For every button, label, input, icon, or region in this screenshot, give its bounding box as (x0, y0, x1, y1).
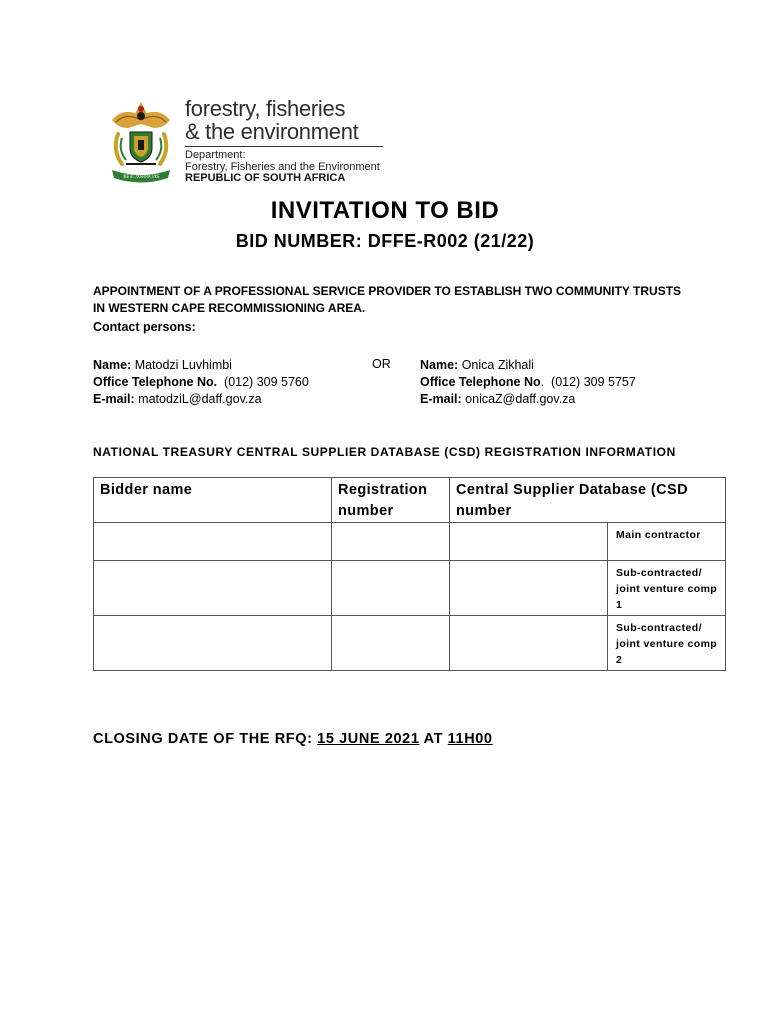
closing-date-line (93, 731, 493, 747)
csd-heading: NATIONAL TREASURY CENTRAL SUPPLIER DATABASE (CSD) REGISTRATION INFORMATION (93, 445, 676, 459)
registration-number-cell[interactable] (332, 523, 450, 561)
csd-registration-table (93, 477, 726, 671)
document-title: INVITATION TO BID (270, 197, 500, 224)
department-name: Forestry, Fisheries and the Environment (185, 161, 380, 173)
header-csd-number: Central Supplier Database (CSD number (450, 478, 726, 523)
bidder-name-cell[interactable] (94, 561, 332, 616)
bid-number: BID NUMBER: DFFE-R002 (21/22) (235, 231, 535, 251)
bidder-name-cell[interactable] (94, 616, 332, 671)
department-label: Department: (185, 149, 246, 161)
closing-time: 11H00 (447, 731, 493, 747)
name-label: Name: (420, 358, 459, 372)
phone-label: Office Telephone No (420, 375, 541, 389)
crest-motto: !KE E: /XARRA //KE (122, 174, 160, 179)
bid-description: APPOINTMENT OF A PROFESSIONAL SERVICE PROVIDER TO ESTABLISH TWO COMMUNITY TRUSTS IN WESTERN CAPE RECOMMISSIONING AREA. (93, 284, 682, 315)
table-row (94, 523, 726, 561)
registration-number-cell[interactable] (332, 561, 450, 616)
row-type-label: Main contractor (608, 523, 726, 561)
or-separator: OR (372, 357, 391, 371)
csd-number-cell[interactable] (450, 561, 608, 616)
closing-at: AT (419, 731, 448, 747)
registration-number-cell[interactable] (332, 616, 450, 671)
contact-email: matodziL@daff.gov.za (134, 392, 262, 406)
closing-label: CLOSING DATE OF THE RFQ: (93, 731, 318, 747)
brand-line-2: & the environment (185, 119, 359, 144)
bidder-name-cell[interactable] (94, 523, 332, 561)
header-registration-number: Registration number (332, 478, 450, 523)
table-row (94, 561, 726, 616)
contact-phone: . (012) 309 5757 (540, 375, 636, 389)
coat-of-arms-logo (104, 98, 178, 186)
closing-date: 15 JUNE 2021 (317, 731, 420, 747)
brand-line-1: forestry, fisheries (185, 96, 346, 121)
name-label: Name: (93, 358, 132, 372)
contact-name: Matodzi Luvhimbi (131, 358, 232, 372)
contact-phone: (012) 309 5760 (217, 375, 309, 389)
republic-name: REPUBLIC OF SOUTH AFRICA (185, 172, 346, 184)
phone-label: Office Telephone No. (93, 375, 218, 389)
contact-person-2 (420, 357, 636, 408)
table-header-row (94, 478, 726, 523)
contact-name: Onica Zikhali (458, 358, 534, 372)
row-type-label: Sub-contracted/ joint venture comp 1 (608, 561, 726, 616)
table-row (94, 616, 726, 671)
brand-divider (185, 146, 383, 147)
contact-person-1 (93, 357, 309, 408)
email-label: E-mail: (420, 392, 462, 406)
email-label: E-mail: (93, 392, 135, 406)
contact-email: onicaZ@daff.gov.za (461, 392, 576, 406)
csd-number-cell[interactable] (450, 616, 608, 671)
contact-heading: Contact persons: (93, 320, 196, 334)
csd-number-cell[interactable] (450, 523, 608, 561)
header-bidder-name: Bidder name (94, 478, 332, 523)
row-type-label: Sub-contracted/ joint venture comp 2 (608, 616, 726, 671)
